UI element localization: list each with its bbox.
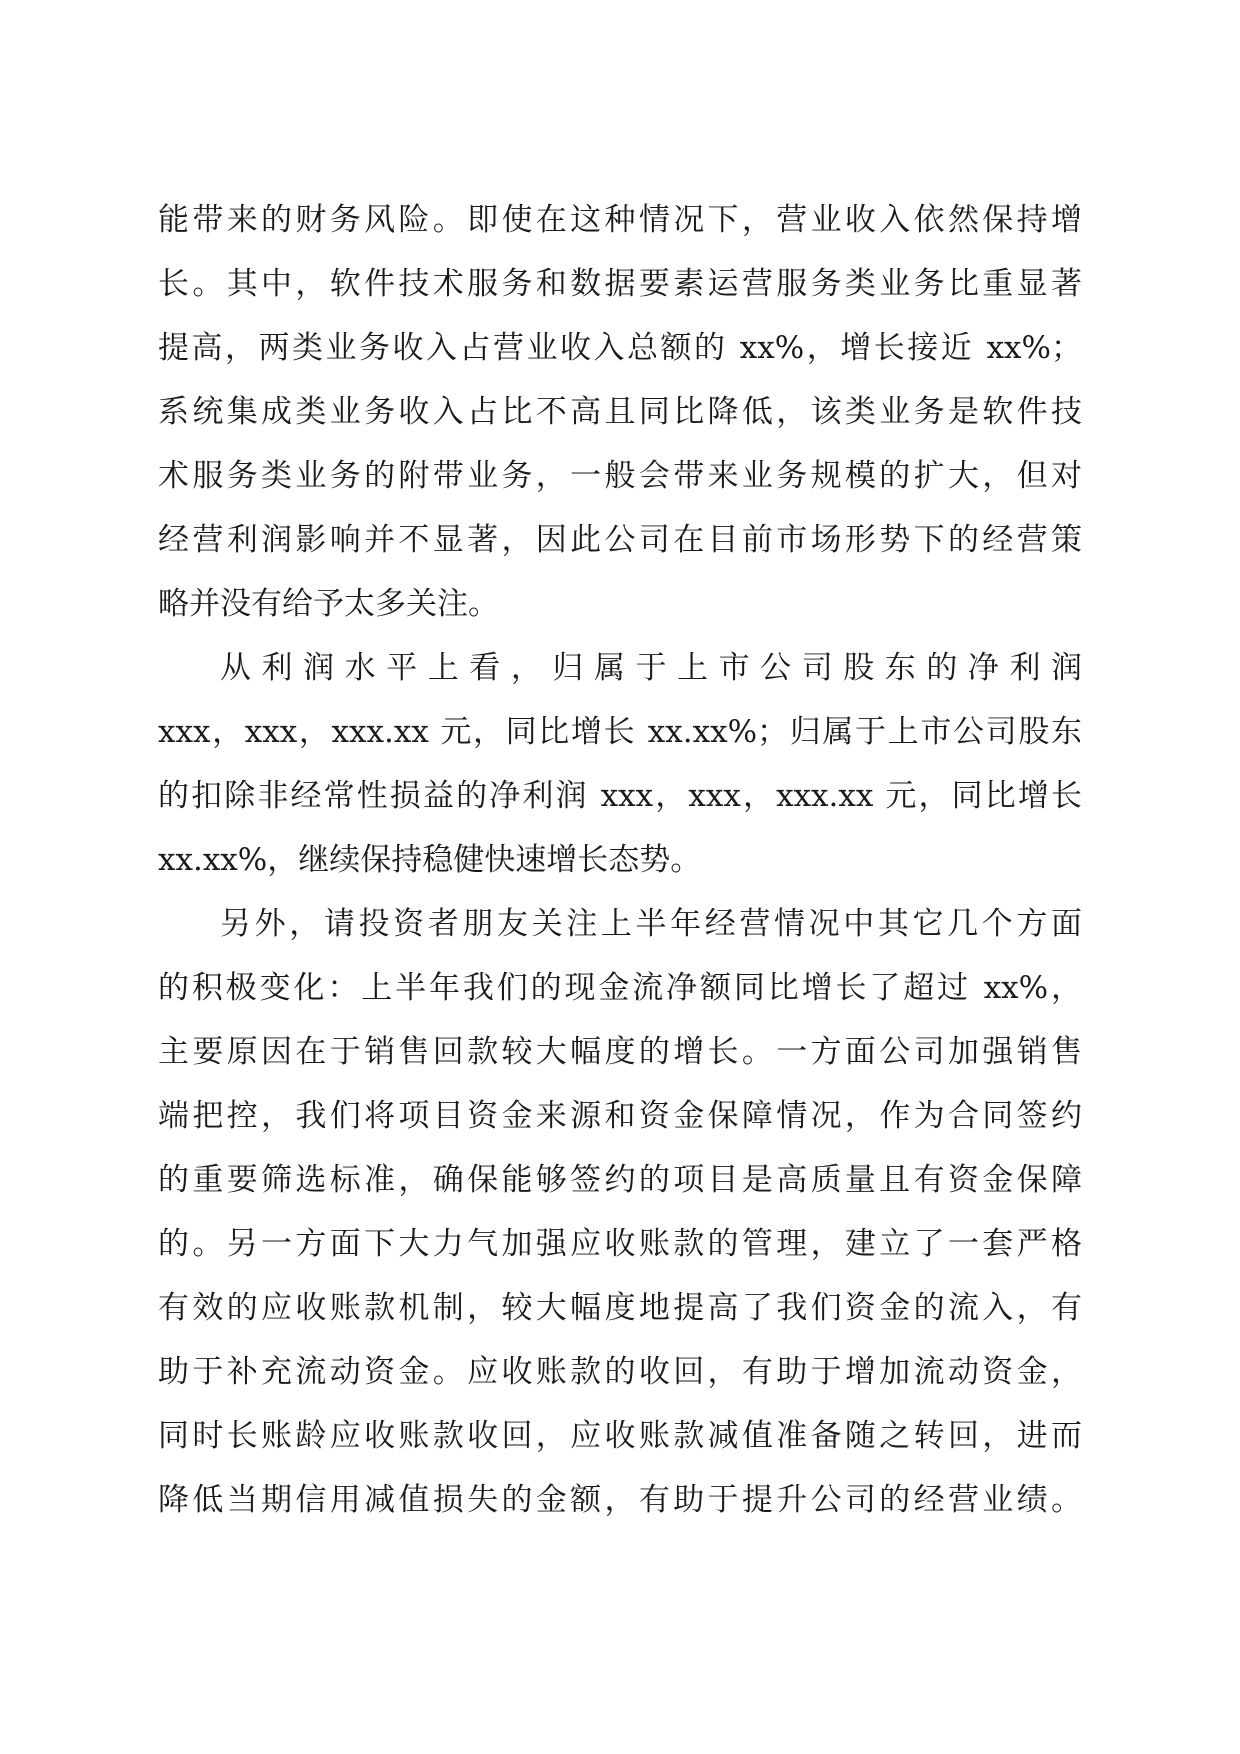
- paragraph-2-line-3: 的扣除非经常性损益的净利润 xxx，xxx，xxx.xx 元，同比增长: [158, 778, 1082, 814]
- paragraph-3-line-3: 主要原因在于销售回款较大幅度的增长。一方面公司加强销售: [158, 1034, 1082, 1070]
- paragraph-2-line-1: 从利润水平上看，归属于上市公司股东的净利润: [220, 650, 1082, 686]
- document-body: [158, 188, 1082, 1532]
- paragraph-2-line-4: xx.xx%，继续保持稳健快速增长态势。: [158, 842, 702, 878]
- paragraph-3-line-7: 有效的应收账款机制，较大幅度地提高了我们资金的流入，有: [158, 1290, 1082, 1326]
- paragraph-1-line-5: 术服务类业务的附带业务，一般会带来业务规模的扩大，但对: [158, 458, 1082, 494]
- paragraph-3-line-6: 的。另一方面下大力气加强应收账款的管理，建立了一套严格: [158, 1226, 1082, 1262]
- paragraph-2-line-2: xxx，xxx，xxx.xx 元，同比增长 xx.xx%；归属于上市公司股东: [158, 714, 1082, 750]
- paragraph-3-line-4: 端把控，我们将项目资金来源和资金保障情况，作为合同签约: [158, 1098, 1082, 1134]
- paragraph-3-line-10: 降低当期信用减值损失的金额，有助于提升公司的经营业绩。: [158, 1482, 1082, 1518]
- paragraph-3-line-9: 同时长账龄应收账款收回，应收账款减值准备随之转回，进而: [158, 1418, 1082, 1454]
- paragraph-1-line-6: 经营利润影响并不显著，因此公司在目前市场形势下的经营策: [158, 522, 1082, 558]
- paragraph-1-line-4: 系统集成类业务收入占比不高且同比降低，该类业务是软件技: [158, 394, 1082, 430]
- paragraph-3-line-5: 的重要筛选标准，确保能够签约的项目是高质量且有资金保障: [158, 1162, 1082, 1198]
- paragraph-3-line-8: 助于补充流动资金。应收账款的收回，有助于增加流动资金，: [158, 1354, 1082, 1390]
- paragraph-3-line-1: 另外，请投资者朋友关注上半年经营情况中其它几个方面: [220, 906, 1082, 942]
- paragraph-1-line-1: 能带来的财务风险。即使在这种情况下，营业收入依然保持增: [158, 202, 1082, 238]
- paragraph-1-line-2: 长。其中，软件技术服务和数据要素运营服务类业务比重显著: [158, 266, 1082, 302]
- paragraph-3-line-2: 的积极变化：上半年我们的现金流净额同比增长了超过 xx%，: [158, 970, 1082, 1006]
- paragraph-1-line-7: 略并没有给予太多关注。: [158, 586, 499, 622]
- paragraph-1-line-3: 提高，两类业务收入占营业收入总额的 xx%，增长接近 xx%；: [158, 330, 1082, 366]
